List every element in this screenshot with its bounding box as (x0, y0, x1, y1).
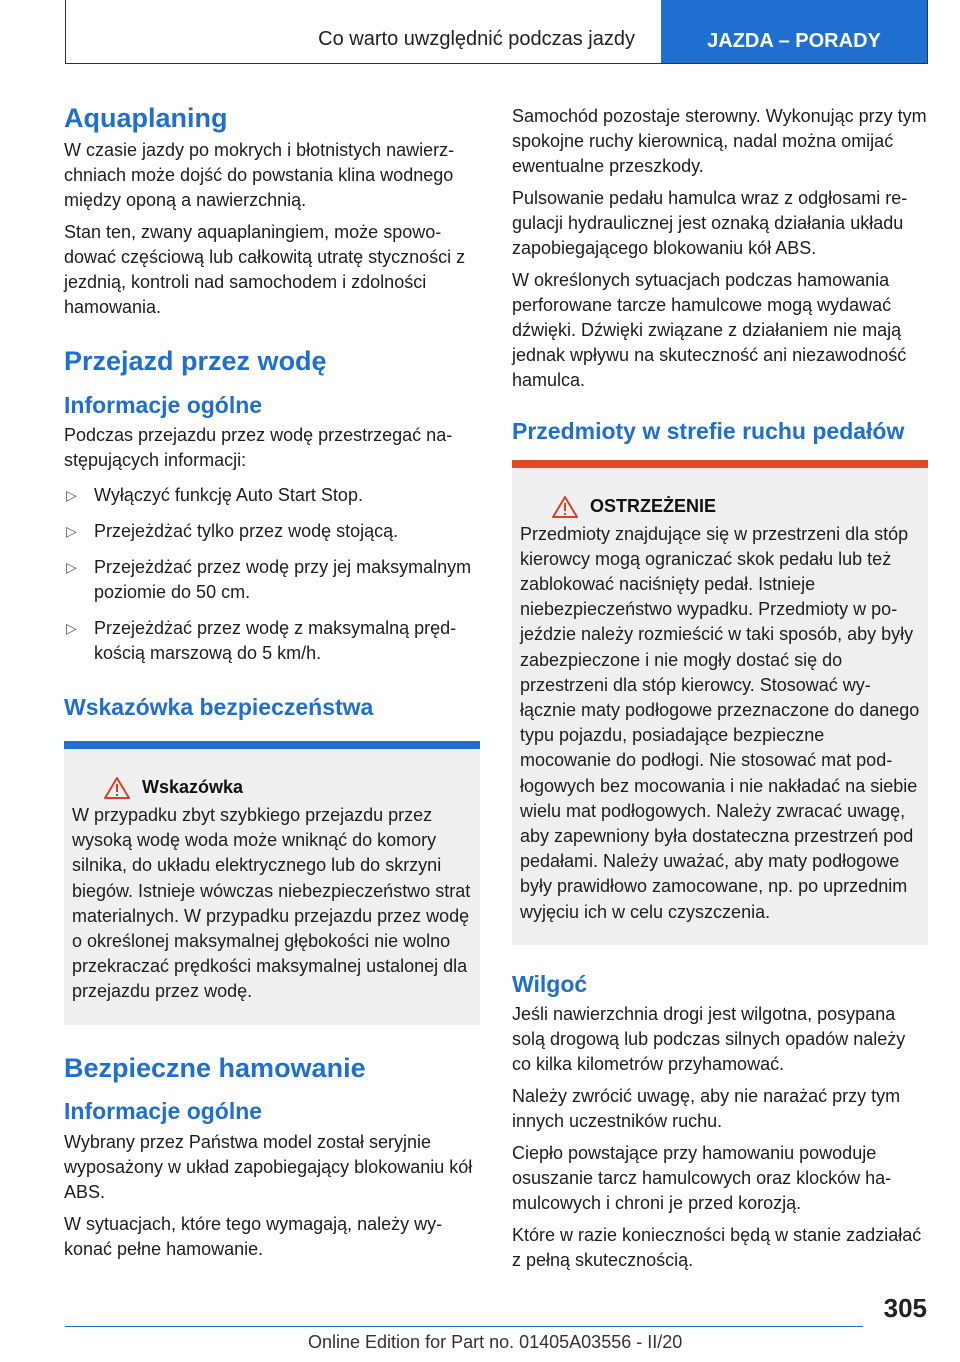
bullet-triangle-icon: ▷ (66, 559, 77, 576)
notice-label: Wskazówka (142, 777, 244, 798)
warning-triangle-icon (552, 496, 578, 518)
chapter-title: Co warto uwzględnić podczas jazdy (318, 28, 635, 50)
warning-label: OSTRZEŻENIE (590, 496, 717, 517)
warning-bar (512, 460, 928, 468)
braking-paragraph-2: W sytuacjach, które tego wymagają, należy wykonać pełne hamowanie. (64, 1213, 443, 1259)
aquaplaning-paragraph-1: W czasie jazdy po mokrych i błotnistych nawierzchniach może dojść do powstania klina wodnego między oponą a nawierzchnią. (64, 140, 455, 211)
heading-pedal-area: Przedmioty w strefie ruchu pedałów (512, 418, 905, 444)
section-tab: JAZDA – PORADY (661, 0, 927, 63)
bullet-triangle-icon: ▷ (66, 487, 77, 504)
heading-moisture: Wilgoć (512, 970, 588, 997)
moisture-paragraph-2: Należy zwrócić uwagę, aby nie narażać przy tym innych uczestników ruchu. (512, 1086, 901, 1132)
heading-safe-braking: Bezpieczne hamowanie (64, 1052, 366, 1083)
heading-safety-notice: Wskazówka bezpieczeństwa (64, 694, 374, 721)
heading-aquaplaning: Aquaplaning (64, 103, 228, 133)
left-column (64, 100, 480, 1262)
moisture-paragraph-4: Które w razie konieczności będą w stanie zadziałać z pełną skutecznością. (512, 1225, 922, 1271)
notice-text: W przypadku zbyt szybkiego przejazdu przez wysoką wodę woda może wniknąć do komory silnika, do układu elektrycznego lub do skrzyni biegów. Istnieje wówczas niebezpieczeństwo strat materialnych. W przypadku przejazdu przez wodę o określonej maksymalnej głębokości nie wolno przekraczać prędkości maksymalnej ustalonej dla przejazdu przez wodę. (72, 804, 471, 1002)
heading-water-crossing: Przejazd przez wodę (64, 346, 327, 377)
list-item: ▷ Przejeżdżać tylko przez wodę stojącą. (64, 519, 480, 544)
warning-text: Przedmioty znajdujące się w przestrzeni dla stóp kierowcy mogą ograniczać skok pedału lub też zablokować naciśnięty pedał. Istnieje niebezpieczeństwo wypadku. Przedmioty w pojeździe należy rozmieścić w taki sposób, aby były zabezpieczone i nie mogły dostać się do przestrzeni dla stóp kierowcy. Stosować wyłącznie maty podłogowe przeznaczone do danego typu pojazdu, posiadające bezpieczne mocowanie do podłogi. Nie stosować mat podłogowych bez mocowania i nie nakładać na siebie wielu mat podłogowych. Należy zwracać uwagę, aby zapewniony była dostateczna przestrzeń pod pedałami. Należy uważać, aby maty podłogowe były prawidłowo zamocowane, np. po uprzednim wyjęciu ich w celu czyszczenia. (520, 523, 920, 922)
right-column (512, 100, 928, 1273)
list-item: ▷ Przejeżdżać przez wodę przy jej maksymalnym poziomie do 50 cm. (66, 557, 472, 603)
subheading-water-general: Informacje ogólne (64, 391, 263, 418)
aquaplaning-paragraph-2: Stan ten, zwany aquaplaningiem, może spowodować częściową lub całkowitą utratę styczności z jezdnią, kontroli nad samochodem i zdolności hamowania. (64, 222, 466, 318)
warning-triangle-icon (104, 777, 130, 799)
bullet-triangle-icon: ▷ (66, 620, 77, 637)
braking-paragraph-1: Wybrany przez Państwa model został seryjnie wyposażony w układ zapobiegający blokowaniu kół ABS. (64, 1131, 473, 1202)
subheading-braking-general: Informacje ogólne (64, 1097, 263, 1124)
water-rules-list (64, 483, 480, 666)
warning-box (512, 468, 928, 945)
braking-paragraph-3: Samochód pozostaje sterowny. Wykonując przy tym spokojne ruchy kierownicą, nadal można omijać ewentualne przeszkody. (512, 106, 927, 176)
footer-divider (65, 1326, 863, 1327)
notice-box (64, 749, 480, 1025)
list-item: ▷ Wyłączyć funkcję Auto Start Stop. (64, 483, 480, 508)
moisture-paragraph-3: Ciepło powstające przy hamowaniu powoduje osuszanie tarcz hamulcowych oraz klocków hamulcowych i chroni je przed korozją. (512, 1143, 892, 1214)
notice-bar (64, 741, 480, 749)
edition-note: Online Edition for Part no. 01405A03556 - II/20 (308, 1332, 683, 1352)
bullet-triangle-icon: ▷ (66, 523, 77, 540)
water-intro: Podczas przejazdu przez wodę przestrzegać następujących informacji: (64, 425, 453, 471)
moisture-paragraph-1: Jeśli nawierzchnia drogi jest wilgotna, posypana solą drogową lub podczas silnych opadów należy co kilka kilometrów przyhamować. (512, 1004, 906, 1075)
braking-paragraph-4: Pulsowanie pedału hamulca wraz z odgłosami regulacji hydraulicznej jest oznaką działania układu zapobiegającego blokowaniu kół ABS. (512, 188, 908, 258)
page-header (65, 0, 928, 64)
page-number: 305 (883, 1293, 927, 1323)
list-item: ▷ Przejeżdżać przez wodę z maksymalną prędkością marszową do 5 km/h. (66, 618, 457, 664)
braking-paragraph-5: W określonych sytuacjach podczas hamowania perforowane tarcze hamulcowe mogą wydawać dźwięki. Dźwięki związane z działaniem nie mają jednak wpływu na skuteczność ani niezawodność hamulca. (512, 270, 907, 390)
